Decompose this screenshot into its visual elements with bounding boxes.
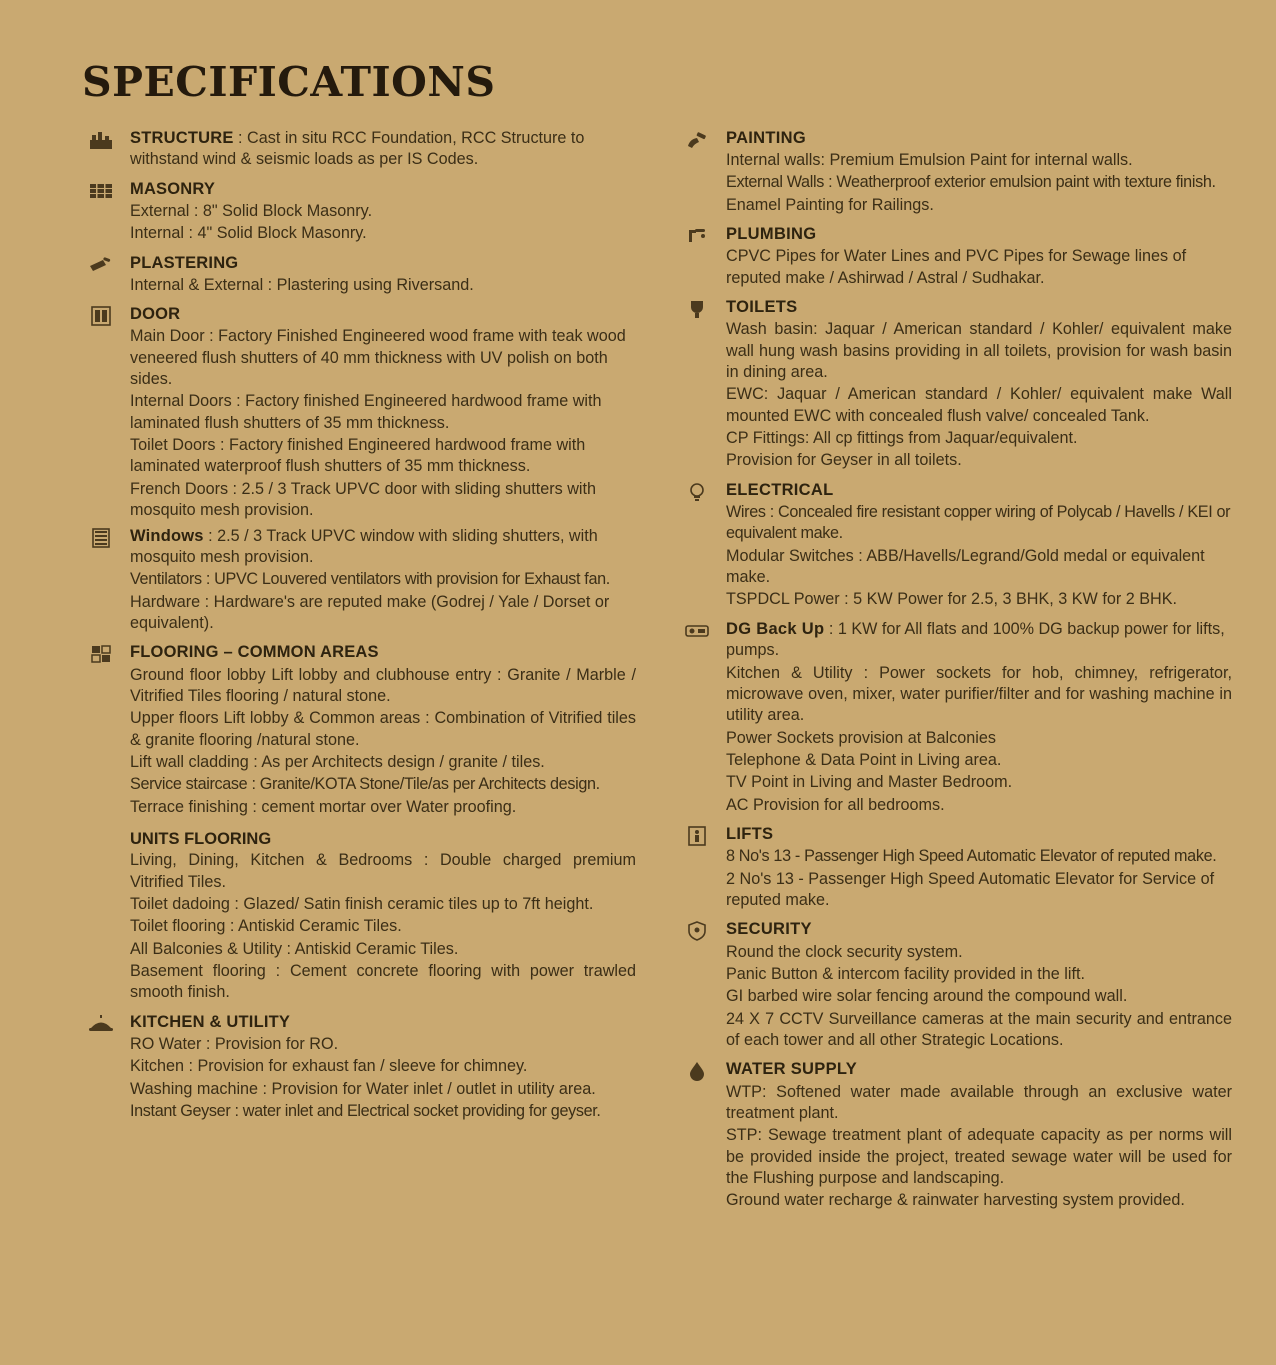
- section-line: Ventilators : UPVC Louvered ventilators with provision for Exhaust fan.: [130, 570, 610, 589]
- section-heading: TOILETS: [726, 298, 798, 317]
- section-line: Wash basin: Jaquar / American standard / Kohler/ equivalent make wall hung wash basins providing in all toilets, provision for wash basin in dining area.: [726, 320, 1232, 381]
- section-line: Upper floors Lift lobby & Common areas : Combination of Vitrified tiles & granite flooring /natural stone.: [130, 709, 636, 749]
- section-line: RO Water : Provision for RO.: [130, 1034, 339, 1053]
- section-heading: WATER SUPPLY: [726, 1060, 858, 1079]
- left-column: [44, 128, 636, 1130]
- section-line: STP: Sewage treatment plant of adequate capacity as per norms will be provided inside the project, treated sewage water will be used for the Flushing purpose and landscaping.: [726, 1126, 1232, 1188]
- section-windows: [82, 526, 636, 635]
- section-dg-backup: [678, 619, 1232, 816]
- section-line: Living, Dining, Kitchen & Bedrooms : Double charged premium Vitrified Tiles.: [130, 851, 636, 891]
- section-heading: KITCHEN & UTILITY: [130, 1012, 291, 1031]
- section-toilets: [678, 297, 1232, 472]
- section-line: Instant Geyser : water inlet and Electrical socket providing for geyser.: [130, 1102, 601, 1121]
- section-line: Toilet dadoing : Glazed/ Satin finish ceramic tiles up to 7ft height.: [130, 894, 594, 913]
- section-heading: MASONRY: [130, 179, 216, 198]
- section-heading: Windows: [130, 526, 204, 545]
- section-inline-text: : 2.5 / 3 Track UPVC window with sliding shutters, with mosquito mesh provision.: [130, 526, 598, 566]
- section-heading: LIFTS: [726, 825, 774, 844]
- section-line: Internal & External : Plastering using Riversand.: [130, 275, 474, 294]
- toilet-icon: [682, 298, 712, 320]
- section-line: Kitchen & Utility : Power sockets for hob, chimney, refrigerator, microwave oven, mixer, water purifier/filter and for washing machine in utility area.: [726, 663, 1232, 725]
- shield-icon: [682, 920, 712, 942]
- section-line: TV Point in Living and Master Bedroom.: [726, 773, 1013, 792]
- window-icon: [86, 527, 116, 549]
- subsection-heading-units-flooring: UNITS FLOORING: [130, 830, 272, 849]
- section-line: Modular Switches : ABB/Havells/Legrand/Gold medal or equivalent make.: [726, 546, 1205, 587]
- section-line: Provision for Geyser in all toilets.: [726, 451, 962, 470]
- section-line: TSPDCL Power : 5 KW Power for 2.5, 3 BHK, 3 KW for 2 BHK.: [726, 590, 1177, 609]
- bulb-icon: [682, 481, 712, 503]
- section-door: [82, 304, 636, 521]
- section-line: Round the clock security system.: [726, 942, 963, 961]
- section-heading: DOOR: [130, 305, 181, 324]
- section-structure: [82, 128, 636, 171]
- section-line: Toilet flooring : Antiskid Ceramic Tiles.: [130, 917, 402, 936]
- section-line: WTP: Softened water made available through an exclusive water treatment plant.: [726, 1082, 1232, 1122]
- section-inline-text: : 1 KW for All flats and 100% DG backup power for lifts, pumps.: [726, 619, 1225, 660]
- section-line: Hardware : Hardware's are reputed make (Godrej / Yale / Dorset or equivalent).: [130, 592, 610, 633]
- section-heading: STRUCTURE: [130, 129, 234, 147]
- section-plumbing: [678, 224, 1232, 289]
- section-line: Ground floor lobby Lift lobby and clubhouse entry : Granite / Marble / Vitrified Tiles flooring / natural stone.: [130, 665, 636, 705]
- section-heading: PAINTING: [726, 129, 807, 147]
- section-kitchen-utility: [82, 1012, 636, 1123]
- section-line: Service staircase : Granite/KOTA Stone/Tile/as per Architects design.: [130, 775, 600, 794]
- section-line: EWC: Jaquar / American standard / Kohler/ equivalent make Wall mounted EWC with concealed flush valve/ concealed Tank.: [726, 385, 1232, 425]
- section-line: Internal Doors : Factory finished Engineered hardwood frame with laminated flush shutters of 35 mm thickness.: [130, 392, 602, 432]
- structure-icon: [86, 129, 116, 151]
- section-line: Panic Button & intercom facility provided in the lift.: [726, 964, 1085, 983]
- section-heading: PLASTERING: [130, 253, 239, 272]
- section-line: Wires : Concealed fire resistant copper wiring of Polycab / Havells / KEI or equivalent make.: [726, 502, 1231, 543]
- section-line: 24 X 7 CCTV Surveillance cameras at the main security and entrance of each tower and all other Strategic Locations.: [726, 1009, 1232, 1050]
- flooring-icon: [86, 643, 116, 665]
- section-flooring-common-areas: [82, 642, 636, 1003]
- section-line: Lift wall cladding : As per Architects design / granite / tiles.: [130, 753, 545, 772]
- right-column: [662, 128, 1232, 1220]
- masonry-icon: [86, 180, 116, 202]
- paint-brush-icon: [682, 129, 712, 151]
- section-line: Terrace finishing : cement mortar over Water proofing.: [130, 797, 517, 816]
- section-lifts: [678, 824, 1232, 911]
- plumbing-icon: [682, 225, 712, 247]
- section-line: CP Fittings: All cp fittings from Jaquar/equivalent.: [726, 429, 1078, 448]
- section-plastering: [82, 253, 636, 296]
- section-line: Basement flooring : Cement concrete flooring with power trawled smooth finish.: [130, 962, 636, 1002]
- section-line: Washing machine : Provision for Water inlet / outlet in utility area.: [130, 1079, 596, 1098]
- section-line: All Balconies & Utility : Antiskid Ceramic Tiles.: [130, 939, 459, 958]
- section-electrical: [678, 480, 1232, 611]
- door-icon: [86, 305, 116, 327]
- section-line: Power Sockets provision at Balconies: [726, 728, 996, 747]
- section-line: Internal walls: Premium Emulsion Paint for internal walls.: [726, 151, 1133, 170]
- section-security: [678, 919, 1232, 1051]
- specifications-columns: [44, 128, 1232, 1220]
- section-line: Enamel Painting for Railings.: [726, 195, 934, 214]
- section-heading: PLUMBING: [726, 225, 817, 244]
- section-line: Internal : 4" Solid Block Masonry.: [130, 224, 367, 243]
- generator-icon: [682, 620, 712, 642]
- section-heading: DG Back Up: [726, 619, 825, 638]
- section-line: Telephone & Data Point in Living area.: [726, 751, 1002, 770]
- section-inline-text: : Cast in situ RCC Foundation, RCC Structure to withstand wind & seismic loads as per IS Codes.: [130, 129, 585, 169]
- kitchen-icon: [86, 1013, 116, 1035]
- section-line: GI barbed wire solar fencing around the compound wall.: [726, 987, 1128, 1006]
- section-line: Ground water recharge & rainwater harvesting system provided.: [726, 1191, 1185, 1210]
- section-line: Toilet Doors : Factory finished Engineered hardwood frame with laminated waterproof flush shutters of 35 mm thickness.: [130, 436, 586, 476]
- section-line: AC Provision for all bedrooms.: [726, 795, 945, 814]
- section-line: External Walls : Weatherproof exterior emulsion paint with texture finish.: [726, 173, 1216, 192]
- section-painting: [678, 128, 1232, 216]
- section-line: Kitchen : Provision for exhaust fan / sleeve for chimney.: [130, 1057, 528, 1076]
- section-line: External : 8" Solid Block Masonry.: [130, 201, 373, 220]
- section-line: Main Door : Factory Finished Engineered wood frame with teak wood veneered flush shutters of 40 mm thickness with UV polish on both sides.: [130, 327, 626, 388]
- section-heading: FLOORING – COMMON AREAS: [130, 643, 379, 662]
- plastering-icon: [86, 254, 116, 276]
- section-line: 2 No's 13 - Passenger High Speed Automatic Elevator for Service of reputed make.: [726, 869, 1215, 910]
- lift-icon: [682, 825, 712, 847]
- section-line: French Doors : 2.5 / 3 Track UPVC door with sliding shutters with mosquito mesh provision.: [130, 479, 597, 520]
- water-drop-icon: [682, 1060, 712, 1082]
- section-line: CPVC Pipes for Water Lines and PVC Pipes for Sewage lines of reputed make / Ashirwad / Astral / Sudhakar.: [726, 247, 1187, 287]
- page-title: SPECIFICATIONS: [82, 58, 496, 106]
- section-heading: ELECTRICAL: [726, 480, 834, 499]
- section-heading: SECURITY: [726, 920, 812, 939]
- section-line: 8 No's 13 - Passenger High Speed Automatic Elevator of reputed make.: [726, 847, 1217, 866]
- section-water-supply: [678, 1059, 1232, 1211]
- section-masonry: [82, 179, 636, 245]
